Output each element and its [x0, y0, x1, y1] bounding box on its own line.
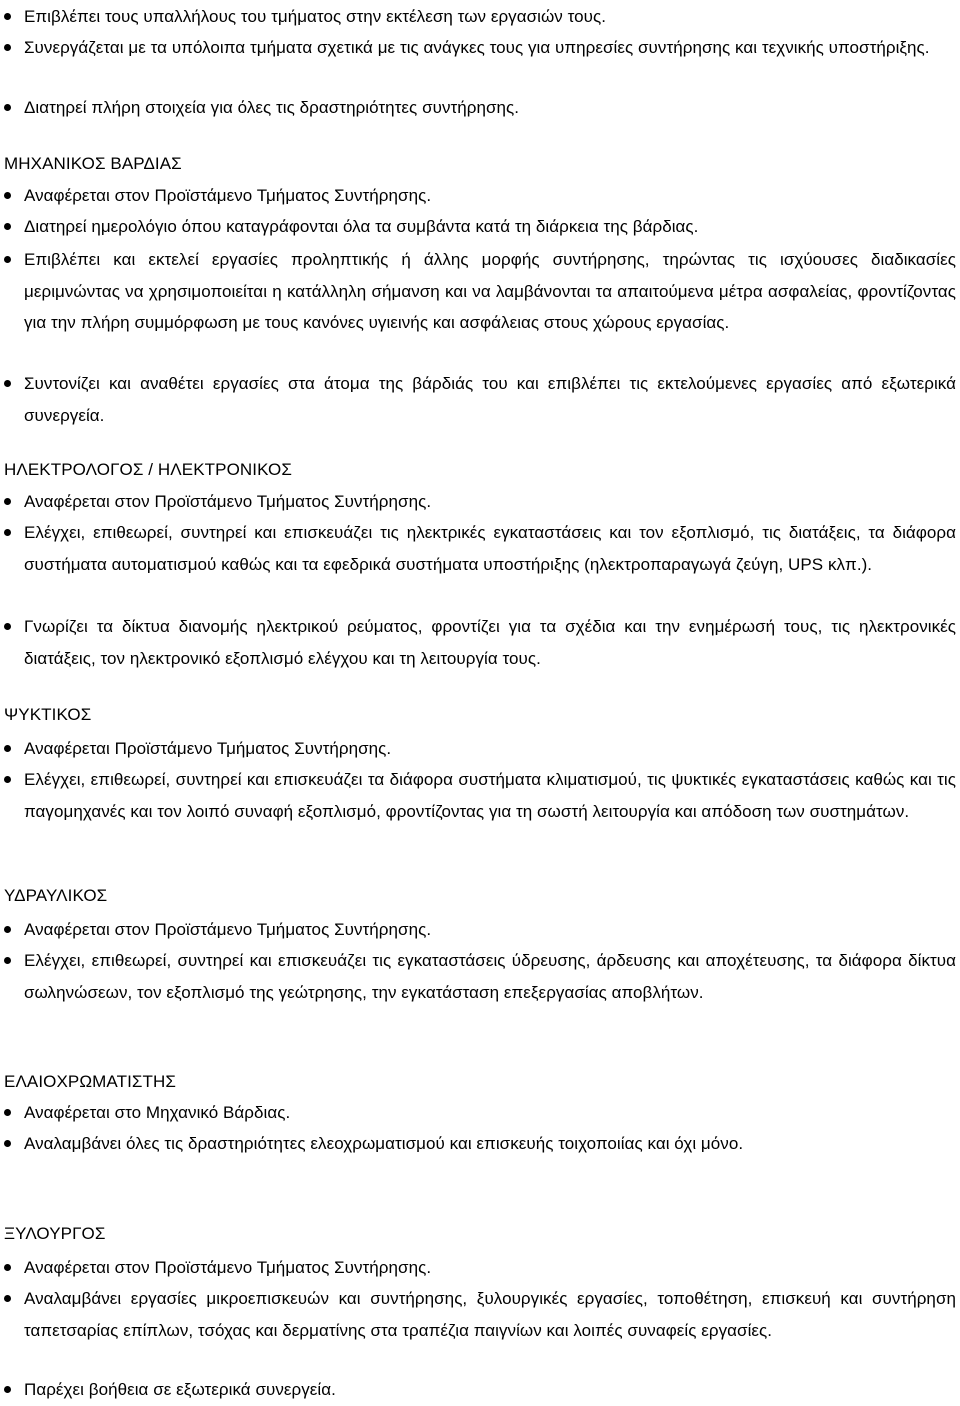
bullet-icon	[4, 104, 11, 111]
bullet-icon	[4, 926, 11, 933]
bullet-icon	[4, 957, 11, 964]
list-item: Παρέχει βοήθεια σε εξωτερικά συνεργεία.	[4, 1379, 956, 1406]
section-heading: ΞΥΛΟΥΡΓΟΣ	[4, 1224, 106, 1243]
list-item: Ελέγχει, επιθεωρεί, συντηρεί και επισκευάζει τα διάφορα συστήματα κλιματισμού, τις ψυκτικές εγκαταστάσεις καθώς και τις παγομηχανές και τον λοιπό συναφή εξοπλισμό, φροντίζοντας για τη σωστή λειτουργία και απόδοση των συστημάτων.	[4, 769, 956, 827]
bullet-icon	[4, 498, 11, 505]
list-item: Αναλαμβάνει εργασίες μικροεπισκευών και συντήρησης, ξυλουργικές εργασίες, τοποθέτηση, επισκευή και συντήρηση ταπετσαρίας επίπλων, τσόχας και δερματίνης στα τραπέζια παιγνίων και λοιπές συναφείς εργασίες.	[4, 1288, 956, 1346]
list-item: Ελέγχει, επιθεωρεί, συντηρεί και επισκευάζει τις εγκαταστάσεις ύδρευσης, άρδευσης και αποχέτευσης, τα διάφορα δίκτυα σωληνώσεων, τον εξοπλισμό της γεώτρησης, την εγκατάσταση επεξεργασίας αποβλήτων.	[4, 950, 956, 1008]
section-heading: ΨΥΚΤΙΚΟΣ	[4, 705, 92, 724]
bullet-icon	[4, 44, 11, 51]
bullet-icon	[4, 13, 11, 20]
bullet-icon	[4, 380, 11, 387]
list-item: Συντονίζει και αναθέτει εργασίες στα άτομα της βάρδιάς του και επιβλέπει τις εκτελούμενες εργασίες από εξωτερικά συνεργεία.	[4, 373, 956, 431]
list-item: Διατηρεί πλήρη στοιχεία για όλες τις δραστηριότητες συντήρησης.	[4, 97, 956, 121]
bullet-icon	[4, 1295, 11, 1302]
list-item: Αναφέρεται στον Προϊστάμενο Τμήματος Συντήρησης.	[4, 185, 956, 209]
list-item: Ελέγχει, επιθεωρεί, συντηρεί και επισκευάζει τις ηλεκτρικές εγκαταστάσεις και τον εξοπλισμό, τις διατάξεις, τα διάφορα συστήματα αυτοματισμού καθώς και τα εφεδρικά συστήματα υποστήριξης (ηλεκτροπαραγωγά ζεύγη, UPS κλπ.).	[4, 522, 956, 580]
bullet-icon	[4, 192, 11, 199]
bullet-icon	[4, 623, 11, 630]
bullet-icon	[4, 745, 11, 752]
section-heading: ΕΛΑΙΟΧΡΩΜΑΤΙΣΤΗΣ	[4, 1072, 176, 1091]
list-item: Αναφέρεται στον Προϊστάμενο Τμήματος Συντήρησης.	[4, 919, 956, 946]
list-item: Αναφέρεται Προϊστάμενο Τμήματος Συντήρησης.	[4, 738, 956, 765]
bullet-icon	[4, 529, 11, 536]
section-heading: ΜΗΧΑΝΙΚΟΣ ΒΑΡΔΙΑΣ	[4, 154, 182, 173]
bullet-icon	[4, 1140, 11, 1147]
section-heading: ΥΔΡΑΥΛΙΚΟΣ	[4, 886, 108, 905]
list-item: Αναφέρεται στον Προϊστάμενο Τμήματος Συντήρησης.	[4, 1257, 956, 1284]
list-item: Αναλαμβάνει όλες τις δραστηριότητες ελεοχρωματισμού και επισκευής τοιχοποιίας και όχι μόνο.	[4, 1133, 956, 1160]
list-item: Συνεργάζεται με τα υπόλοιπα τμήματα σχετικά με τις ανάγκες τους για υπηρεσίες συντήρησης και τεχνικής υποστήριξης.	[4, 37, 956, 61]
bullet-icon	[4, 256, 11, 263]
list-item: Διατηρεί ημερολόγιο όπου καταγράφονται όλα τα συμβάντα κατά τη διάρκεια της βάρδιας.	[4, 216, 956, 240]
list-item: Αναφέρεται στο Μηχανικό Βάρδιας.	[4, 1102, 956, 1129]
bullet-icon	[4, 1109, 11, 1116]
list-item: Επιβλέπει και εκτελεί εργασίες προληπτικής ή άλλης μορφής συντήρησης, τηρώντας τις ισχύουσες διαδικασίες μεριμνώντας να χρησιμοποιείται η κατάλληλη σήμανση και να λαμβάνονται τα απαιτούμενα μέτρα ασφαλείας, φροντίζοντας για την πλήρη συμμόρφωση με τους κανόνες υγιεινής και ασφάλειας στους χώρους εργασίας.	[4, 249, 956, 339]
bullet-icon	[4, 223, 11, 230]
bullet-icon	[4, 776, 11, 783]
section-heading: ΗΛΕΚΤΡΟΛΟΓΟΣ / ΗΛΕΚΤΡΟΝΙΚΟΣ	[4, 460, 292, 479]
list-item: Γνωρίζει τα δίκτυα διανομής ηλεκτρικού ρεύματος, φροντίζει για τα σχέδια και την ενημέρωσή τους, τις ηλεκτρονικές διατάξεις, τον ηλεκτρονικό εξοπλισμό ελέγχου και τη λειτουργία τους.	[4, 616, 956, 674]
bullet-icon	[4, 1264, 11, 1271]
list-item: Επιβλέπει τους υπαλλήλους του τμήματος στην εκτέλεση των εργασιών τους.	[4, 6, 956, 30]
list-item: Αναφέρεται στον Προϊστάμενο Τμήματος Συντήρησης.	[4, 491, 956, 518]
bullet-icon	[4, 1386, 11, 1393]
